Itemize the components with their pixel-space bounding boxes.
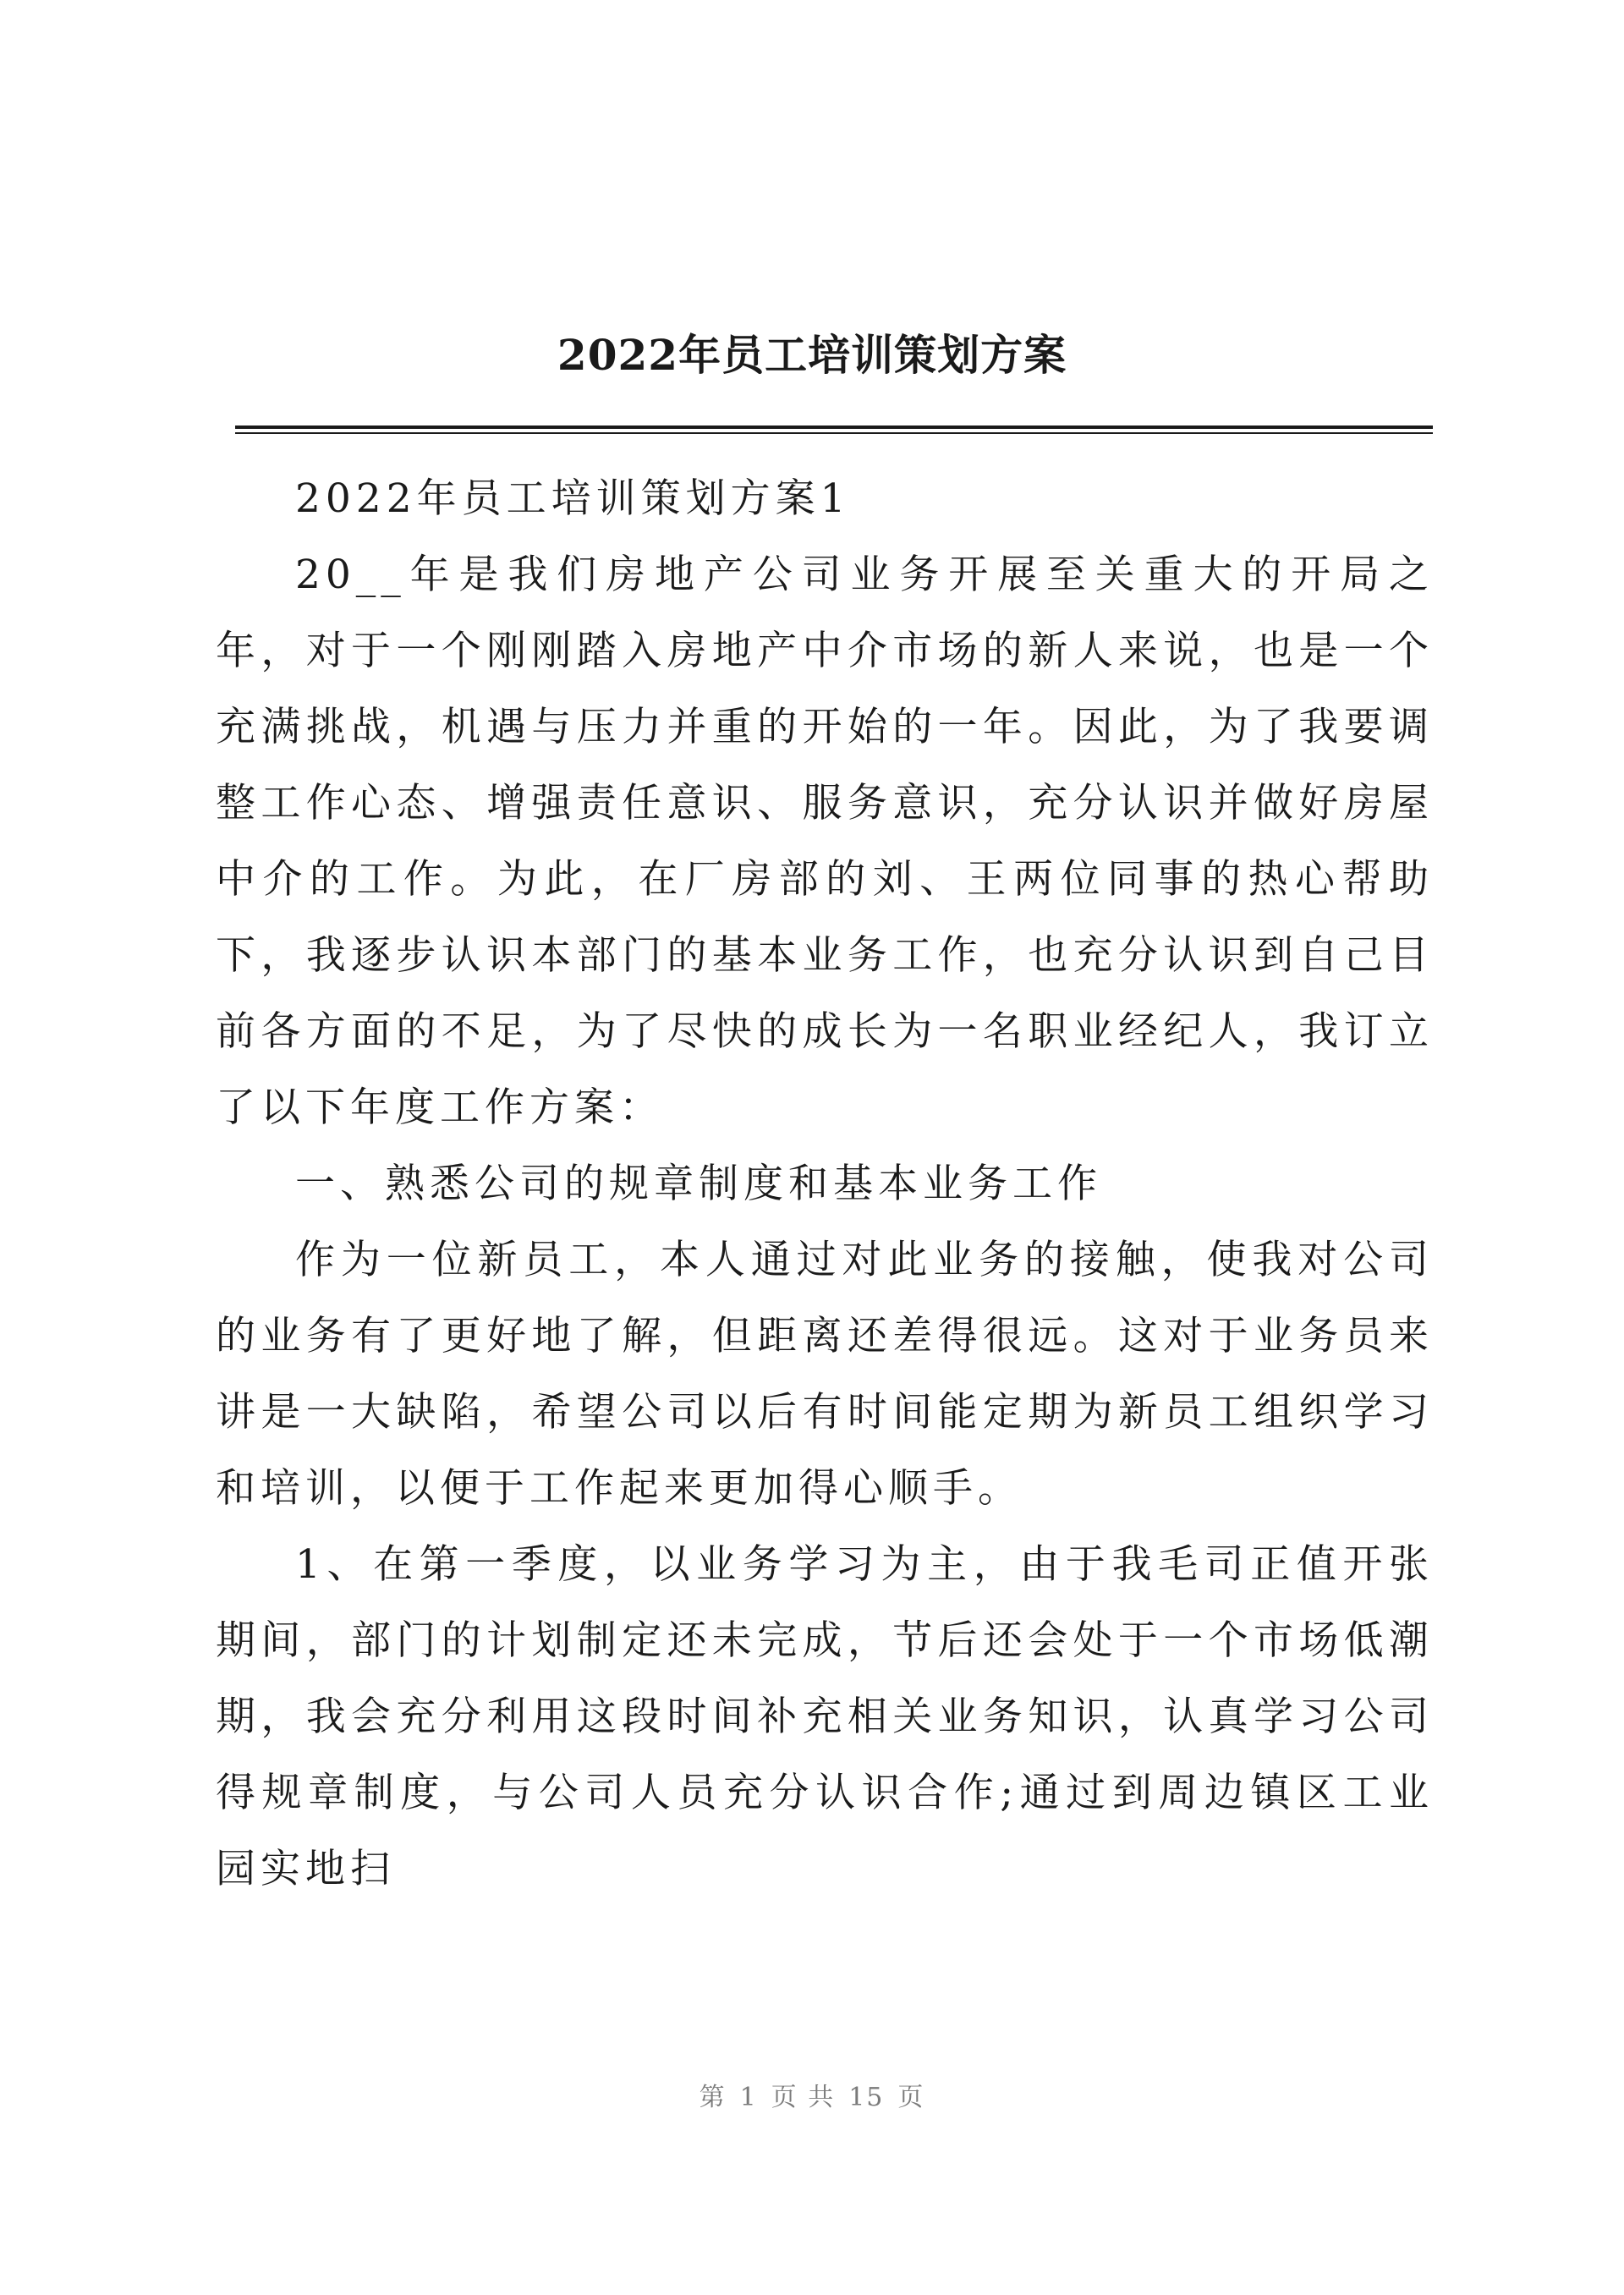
page-footer (0, 2076, 1624, 2113)
document-title: 2022年员工培训策划方案 (557, 330, 1067, 380)
section-heading: 2022年员工培训策划方案1 (295, 475, 851, 522)
document-body (216, 461, 1434, 1908)
total-pages-number: 15 (848, 2083, 885, 2112)
title-divider (235, 426, 1433, 434)
paragraph: 1、在第一季度，以业务学习为主，由于我毛司正值开张期间，部门的计划制定还未完成，节后还会处于一个市场低潮期，我会充分利用这段时间补充相关业务知识，认真学习公司得规章制度，与公司人员充分认识合作;通过到周边镇区工业园实地扫 (216, 1541, 1434, 1892)
current-page-number: 1 (739, 2083, 758, 2112)
paragraph: 作为一位新员工，本人通过对此业务的接触，使我对公司的业务有了更好地了解，但距离还差得很远。这对于业务员来讲是一大缺陷，希望公司以后有时间能定期为新员工组织学习和培训，以便于工作起来更加得心顺手。 (216, 1237, 1434, 1512)
footer-suffix: 页 (897, 2083, 925, 2112)
footer-middle: 页 共 (771, 2083, 836, 2112)
subsection-heading: 一、熟悉公司的规章制度和基本业务工作 (295, 1161, 1102, 1207)
footer-prefix: 第 (699, 2083, 727, 2112)
paragraph: 20__年是我们房地产公司业务开展至关重大的开局之年，对于一个刚刚踏入房地产中介市场的新人来说，也是一个充满挑战，机遇与压力并重的开始的一年。因此，为了我要调整工作心态、增强责任意识、服务意识，充分认识并做好房屋中介的工作。为此，在厂房部的刘、王两位同事的热心帮助下，我逐步认识本部门的基本业务工作，也充分认识到自己目前各方面的不足，为了尽快的成长为一名职业经纪人，我订立了以下年度工作方案： (216, 552, 1434, 1131)
